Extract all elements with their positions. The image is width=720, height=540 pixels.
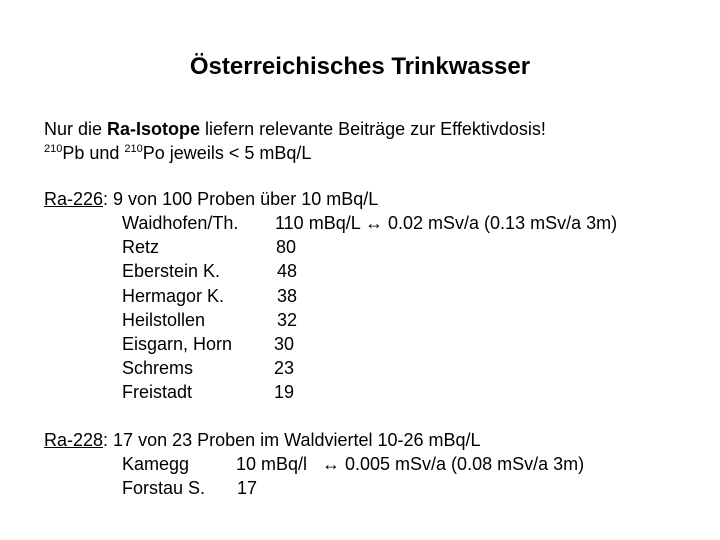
ra226-row-value: 32 [276, 310, 297, 330]
intro-line-1-prefix: Nur die [44, 119, 108, 139]
ra226-label: Ra-226 [44, 189, 104, 209]
ra226-summary: : 9 von 100 Proben über 10 mBq/L [103, 189, 379, 209]
ra226-row-value: 38 [276, 286, 297, 306]
ra226-row-value: 110 mBq/L [275, 213, 361, 233]
page-title: Österreichisches Trinkwasser [189, 53, 531, 80]
ra228-row-place: Kamegg [122, 454, 190, 474]
ra226-row-value: 80 [275, 237, 296, 257]
ra226-row-place: Retz [122, 237, 160, 257]
intro-line-1-suffix: liefern relevante Beiträge zur Effektivdosis! [200, 119, 546, 139]
ra228-heading [44, 428, 481, 452]
ra226-row-place: Waidhofen/Th. [122, 213, 239, 233]
ra226-row-place: Eberstein K. [122, 261, 221, 281]
pb-mass-number: 210 [44, 143, 63, 155]
po-mass-number: 210 [124, 143, 143, 155]
ra228-row-place: Forstau S. [122, 478, 206, 498]
intro-line-1 [44, 117, 546, 141]
ra226-row-note: ↔ 0.02 mSv/a (0.13 mSv/a 3m) [365, 213, 618, 233]
ra226-row-place: Schrems [122, 358, 194, 378]
ra228-row-value: 17 [237, 478, 258, 498]
ra228-label: Ra-228 [44, 430, 104, 450]
ra228-row-value: 10 mBq/l [236, 454, 308, 474]
intro-line-2 [44, 141, 311, 168]
ra226-row-value: 19 [273, 382, 294, 402]
ra228-row-note: ↔ 0.005 mSv/a (0.08 mSv/a 3m) [322, 454, 585, 474]
po-text: Po jeweils < 5 mBq/L [142, 143, 312, 163]
ra226-row-place: Eisgarn, Horn [122, 334, 233, 354]
ra226-row-value: 48 [276, 261, 297, 281]
ra226-row-value: 30 [273, 334, 294, 354]
ra226-row-value: 23 [273, 358, 294, 378]
ra226-heading [44, 187, 378, 211]
ra226-row-place: Heilstollen [122, 310, 206, 330]
ra226-row-place: Freistadt [122, 382, 193, 402]
pb-text: Pb und [62, 143, 125, 163]
ra226-row-place: Hermagor K. [122, 286, 225, 306]
ra228-summary: : 17 von 23 Proben im Waldviertel 10-26 mBq/L [103, 430, 481, 450]
intro-line-1-bold: Ra-Isotope [107, 119, 201, 139]
